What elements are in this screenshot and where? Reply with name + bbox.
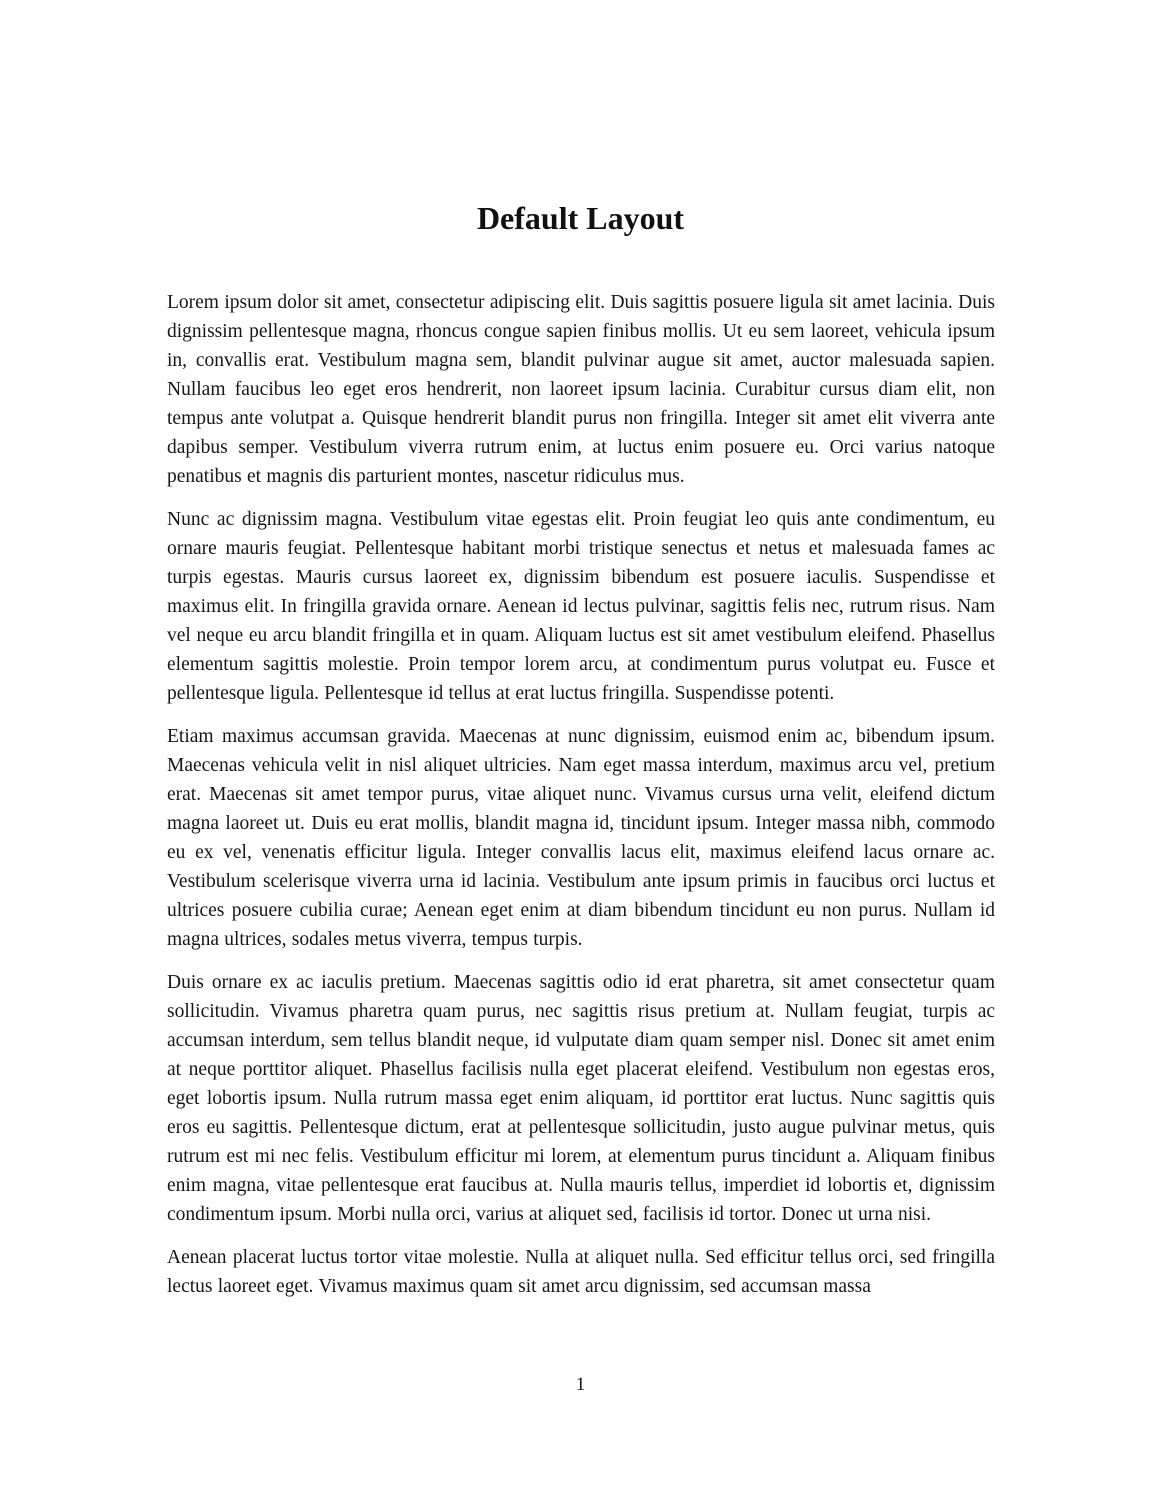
paragraph: Nunc ac dignissim magna. Vestibulum vitae egestas elit. Proin feugiat leo quis ante condimentum, eu ornare mauris feugiat. Pellentesque habitant morbi tristique senectus et netus et malesuada fames ac turpis egestas. Mauris cursus laoreet ex, dignissim bibendum est posuere iaculis. Suspendisse et maximus elit. In fringilla gravida ornare. Aenean id lectus pulvinar, sagittis felis nec, rutrum risus. Nam vel neque eu arcu blandit fringilla et in quam. Aliquam luctus est sit amet vestibulum eleifend. Phasellus elementum sagittis molestie. Proin tempor lorem arcu, at condimentum purus volutpat eu. Fusce et pellentesque ligula. Pellentesque id tellus at erat luctus fringilla. Suspendisse potenti.	[167, 509, 995, 704]
paragraph: Lorem ipsum dolor sit amet, consectetur adipiscing elit. Duis sagittis posuere ligula sit amet lacinia. Duis dignissim pellentesque magna, rhoncus congue sapien finibus mollis. Ut eu sem laoreet, vehicula ipsum in, convallis erat. Vestibulum magna sem, blandit pulvinar augue sit amet, auctor malesuada sapien. Nullam faucibus leo eget eros hendrerit, non laoreet ipsum lacinia. Curabitur cursus diam elit, non tempus ante volutpat a. Quisque hendrerit blandit purus non fringilla. Integer sit amet elit viverra ante dapibus semper. Vestibulum viverra rutrum enim, at luctus enim posuere eu. Orci varius natoque penatibus et magnis dis parturient montes, nascetur ridiculus mus.	[167, 292, 995, 487]
paragraph: Etiam maximus accumsan gravida. Maecenas at nunc dignissim, euismod enim ac, bibendum ipsum. Maecenas vehicula velit in nisl aliquet ultricies. Nam eget massa interdum, maximus arcu vel, pretium erat. Maecenas sit amet tempor purus, vitae aliquet nunc. Vivamus cursus urna velit, eleifend dictum magna laoreet ut. Duis eu erat mollis, blandit magna id, tincidunt ipsum. Integer massa nibh, commodo eu ex vel, venenatis efficitur ligula. Integer convallis lacus elit, maximus eleifend lacus ornare ac. Vestibulum scelerisque viverra urna id lacinia. Vestibulum ante ipsum primis in faucibus orci luctus et ultrices posuere cubilia curae; Aenean eget enim at diam bibendum tincidunt eu non purus. Nullam id magna ultrices, sodales metus viverra, tempus turpis.	[167, 726, 995, 950]
page-title: Default Layout	[476, 200, 685, 236]
page-number: 1	[575, 1374, 586, 1395]
document-body	[167, 288, 995, 1315]
paragraph: Duis ornare ex ac iaculis pretium. Maecenas sagittis odio id erat pharetra, sit amet consectetur quam sollicitudin. Vivamus pharetra quam purus, nec sagittis risus pretium at. Nullam feugiat, turpis ac accumsan interdum, sem tellus blandit neque, id vulputate diam quam semper nisl. Donec sit amet enim at neque porttitor aliquet. Phasellus facilisis nulla eget placerat eleifend. Vestibulum non egestas eros, eget lobortis ipsum. Nulla rutrum massa eget enim aliquam, id porttitor erat luctus. Nunc sagittis quis eros eu sagittis. Pellentesque dictum, erat at pellentesque sollicitudin, justo augue pulvinar metus, quis rutrum est mi nec felis. Vestibulum efficitur mi lorem, at elementum purus tincidunt a. Aliquam finibus enim magna, vitae pellentesque erat faucibus at. Nulla mauris tellus, imperdiet id lobortis et, dignissim condimentum ipsum. Morbi nulla orci, varius at aliquet sed, facilisis id tortor. Donec ut urna nisi.	[167, 972, 995, 1225]
paragraph: Aenean placerat luctus tortor vitae molestie. Nulla at aliquet nulla. Sed efficitur tellus orci, sed fringilla lectus laoreet eget. Vivamus maximus quam sit amet arcu dignissim, sed accumsan massa	[167, 1247, 995, 1297]
